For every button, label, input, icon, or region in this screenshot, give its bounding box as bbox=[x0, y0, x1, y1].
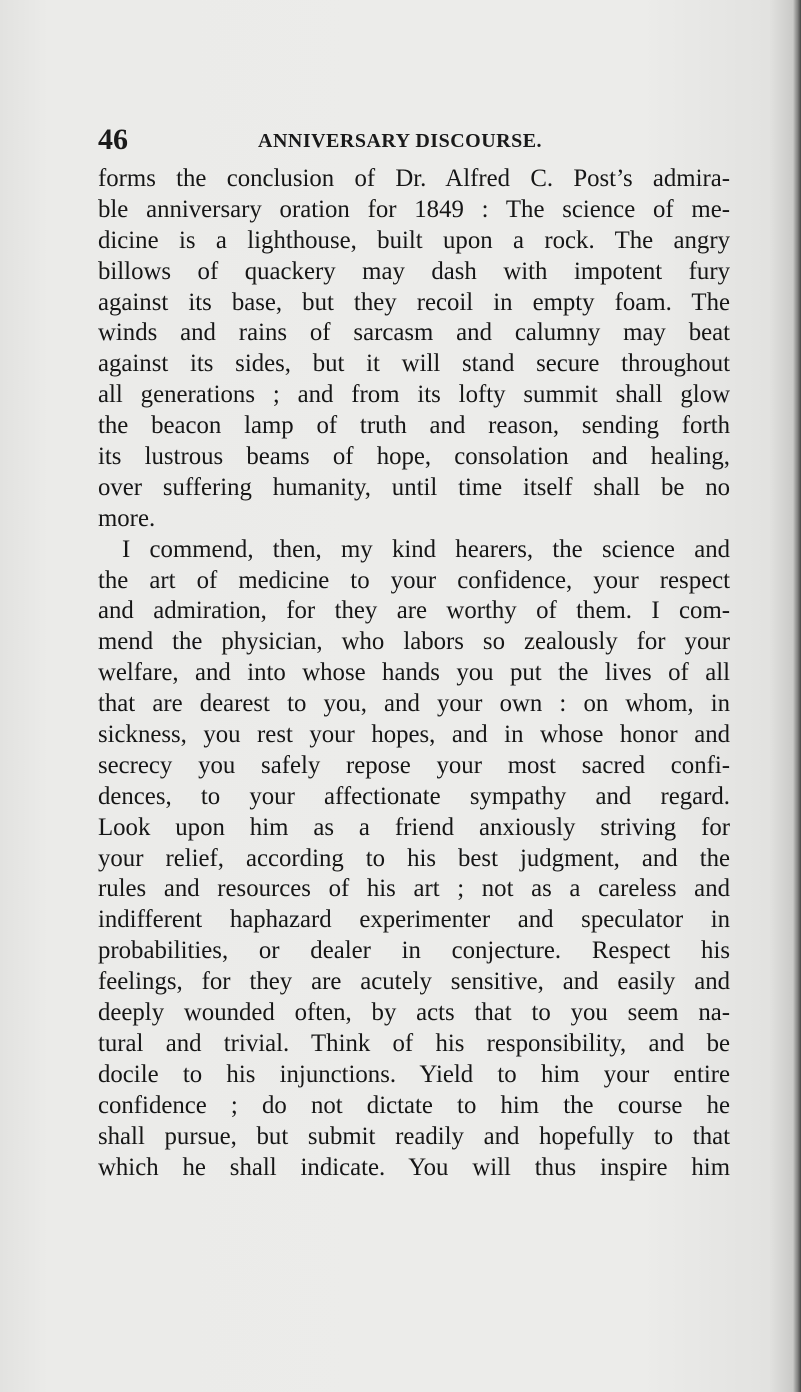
text-line: your relief, according to his best judgment, and the bbox=[98, 844, 730, 872]
running-head bbox=[98, 122, 728, 158]
text-line: dences, to your affectionate sympathy and regard. bbox=[98, 782, 730, 810]
text-line: shall pursue, but submit readily and hopefully to that bbox=[98, 1122, 730, 1150]
text-line: tural and trivial. Think of his responsibility, and be bbox=[98, 1029, 730, 1057]
text-line: docile to his injunctions. Yield to him your entire bbox=[98, 1060, 730, 1088]
text-line: feelings, for they are acutely sensitive, and easily and bbox=[98, 968, 730, 996]
text-line: sickness, you rest your hopes, and in whose honor and bbox=[98, 721, 730, 749]
text-line: winds and rains of sarcasm and calumny may beat bbox=[98, 319, 730, 347]
text-line: the art of medicine to your confidence, your respect bbox=[98, 566, 730, 594]
running-title: ANNIVERSARY DISCOURSE. bbox=[258, 130, 543, 152]
text-line: rules and resources of his art ; not as a careless and bbox=[98, 875, 730, 903]
text-line: against its base, but they recoil in empty foam. The bbox=[98, 288, 730, 316]
text-line: indifferent haphazard experimenter and speculator in bbox=[98, 906, 730, 934]
text-line: deeply wounded often, by acts that to you seem na- bbox=[98, 999, 730, 1027]
text-line: secrecy you safely repose your most sacred confi- bbox=[98, 751, 730, 779]
text-line: Look upon him as a friend anxiously striving for bbox=[98, 813, 730, 841]
text-line: that are dearest to you, and your own : on whom, in bbox=[98, 690, 730, 718]
text-line: all generations ; and from its lofty summit shall glow bbox=[98, 381, 730, 409]
text-line: dicine is a lighthouse, built upon a rock. The angry bbox=[98, 226, 730, 254]
text-line: its lustrous beams of hope, consolation and healing, bbox=[98, 443, 730, 471]
text-line: which he shall indicate. You will thus inspire him bbox=[98, 1153, 730, 1181]
text-line: billows of quackery may dash with impotent fury bbox=[98, 257, 730, 285]
text-line: ble anniversary oration for 1849 : The science of me- bbox=[98, 195, 730, 223]
body-text bbox=[98, 164, 730, 1183]
text-line: forms the conclusion of Dr. Alfred C. Post’s admira- bbox=[98, 165, 730, 192]
text-line: mend the physician, who labors so zealously for your bbox=[98, 628, 730, 656]
page-number: 46 bbox=[98, 123, 128, 156]
text-line: over suffering humanity, until time itself shall be no bbox=[98, 473, 730, 501]
text-line: probabilities, or dealer in conjecture. Respect his bbox=[98, 937, 730, 965]
page-edge-shadow bbox=[793, 0, 801, 1392]
text-line: the beacon lamp of truth and reason, sending forth bbox=[98, 412, 730, 440]
text-line: against its sides, but it will stand secure throughout bbox=[98, 350, 730, 378]
text-line: and admiration, for they are worthy of them. I com- bbox=[98, 597, 730, 625]
text-line: I commend, then, my kind hearers, the science and bbox=[122, 535, 730, 563]
text-line: welfare, and into whose hands you put the lives of all bbox=[98, 659, 730, 687]
text-line: confidence ; do not dictate to him the course he bbox=[98, 1091, 730, 1119]
text-line: more. bbox=[98, 504, 156, 532]
